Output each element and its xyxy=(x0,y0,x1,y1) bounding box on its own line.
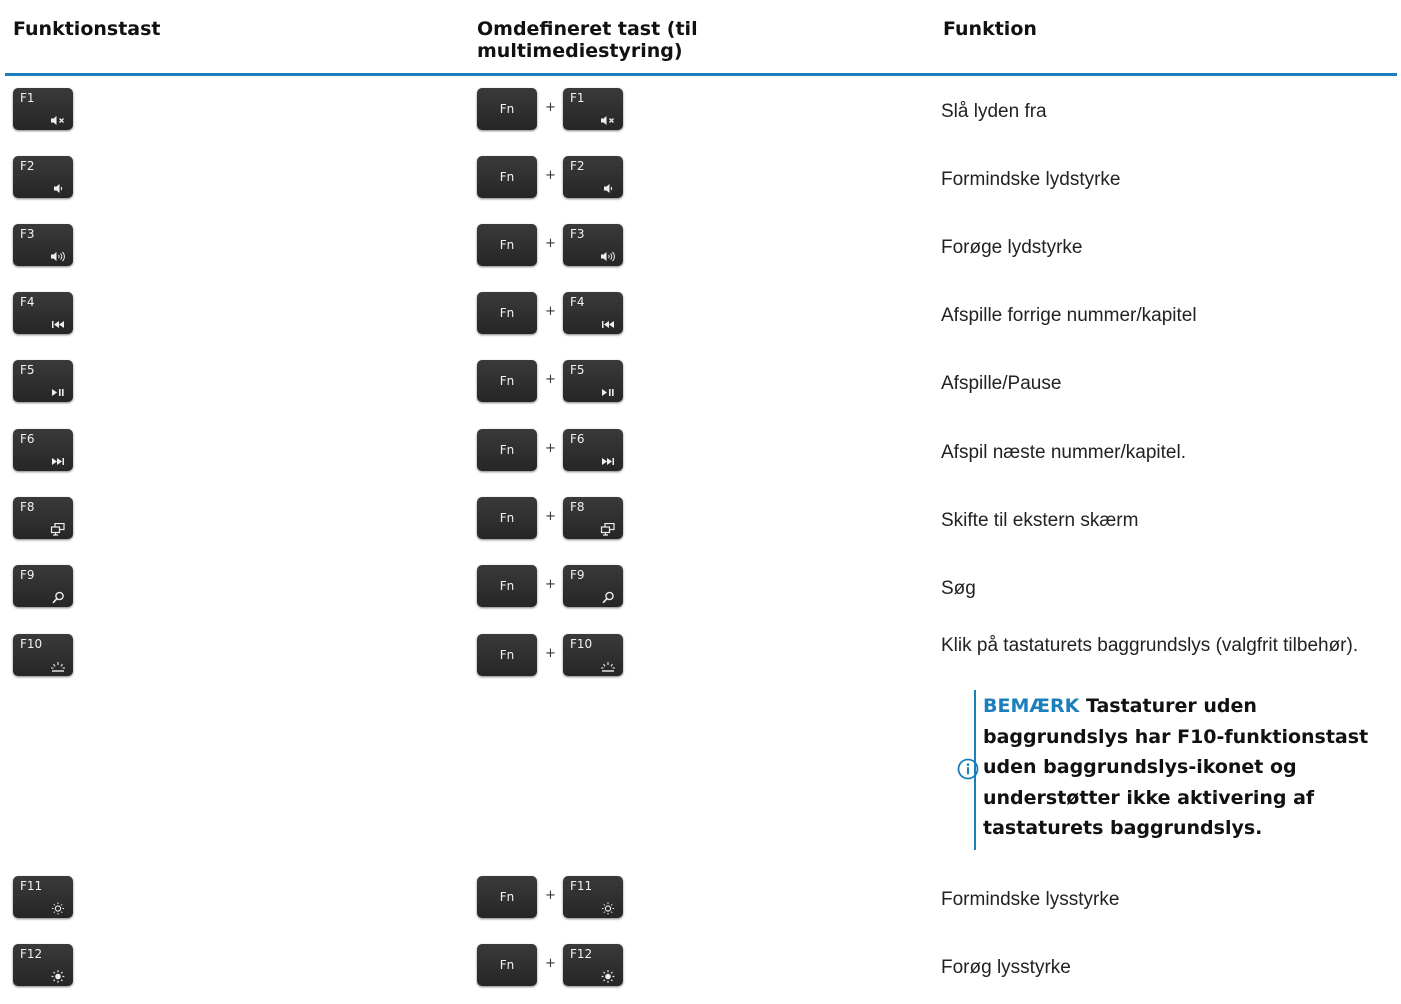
fn-key-label: Fn xyxy=(499,579,515,593)
f4-key xyxy=(13,292,73,334)
volume-up-icon xyxy=(600,248,616,261)
fn-key-label: Fn xyxy=(499,648,515,662)
plus-sign: + xyxy=(545,577,556,592)
header-funktionstast: Funktionstast xyxy=(13,18,161,40)
table-row xyxy=(0,565,1401,625)
fn-key xyxy=(477,429,537,471)
f1-key-combo xyxy=(563,88,623,130)
brightness-up-icon xyxy=(600,968,616,981)
table-row xyxy=(0,292,1401,352)
key-label: F1 xyxy=(570,91,585,105)
keyboard-backlight-icon xyxy=(50,658,66,671)
function-description: Forøge lydstyrke xyxy=(941,237,1083,258)
f10-key-combo xyxy=(563,634,623,676)
key-label: F8 xyxy=(570,500,585,514)
table-row xyxy=(0,360,1401,420)
volume-down-icon xyxy=(600,180,616,193)
f9-key xyxy=(13,565,73,607)
external-display-icon xyxy=(600,521,616,534)
function-description: Afspil næste nummer/kapitel. xyxy=(941,442,1186,463)
brightness-down-icon xyxy=(50,900,66,913)
f1-key xyxy=(13,88,73,130)
header-omdefineret-line2: multimediestyring) xyxy=(477,40,683,62)
fn-key xyxy=(477,224,537,266)
table-row xyxy=(0,944,1401,1004)
key-label: F1 xyxy=(20,91,35,105)
key-label: F8 xyxy=(20,500,35,514)
key-label: F5 xyxy=(20,363,35,377)
key-label: F9 xyxy=(570,568,585,582)
f6-key-combo xyxy=(563,429,623,471)
function-description: Slå lyden fra xyxy=(941,101,1047,122)
plus-sign: + xyxy=(545,441,556,456)
table-row xyxy=(0,88,1401,148)
key-label: F3 xyxy=(570,227,585,241)
search-icon xyxy=(50,589,66,602)
key-label: F12 xyxy=(570,947,593,961)
table-header xyxy=(0,0,1401,77)
f8-key-combo xyxy=(563,497,623,539)
fn-key-label: Fn xyxy=(499,511,515,525)
function-description: Afspille forrige nummer/kapitel xyxy=(941,305,1197,326)
key-label: F4 xyxy=(570,295,585,309)
note-text xyxy=(983,691,1401,844)
plus-sign: + xyxy=(545,304,556,319)
note-body: Tastaturer uden baggrundslys har F10-funktionstast uden baggrundslys-ikonet og understøtter ikke aktivering af tastaturets baggrundslys. xyxy=(983,695,1369,839)
table-row xyxy=(0,224,1401,284)
f2-key xyxy=(13,156,73,198)
plus-sign: + xyxy=(545,956,556,971)
previous-track-icon xyxy=(50,316,66,329)
search-icon xyxy=(600,589,616,602)
fn-key xyxy=(477,292,537,334)
mute-icon xyxy=(600,112,616,125)
play-pause-icon xyxy=(50,384,66,397)
f10-key xyxy=(13,634,73,676)
fn-key xyxy=(477,497,537,539)
f3-key-combo xyxy=(563,224,623,266)
f12-key xyxy=(13,944,73,986)
table-row xyxy=(0,876,1401,936)
f11-key xyxy=(13,876,73,918)
key-label: F10 xyxy=(20,637,43,651)
function-description: Klik på tastaturets baggrundslys (valgfrit tilbehør). xyxy=(941,635,1359,656)
f4-key-combo xyxy=(563,292,623,334)
fn-key xyxy=(477,360,537,402)
fn-key-label: Fn xyxy=(499,170,515,184)
fn-key-label: Fn xyxy=(499,238,515,252)
key-label: F6 xyxy=(20,432,35,446)
function-description: Forøg lysstyrke xyxy=(941,957,1071,978)
function-description: Afspille/Pause xyxy=(941,373,1062,394)
key-label: F2 xyxy=(20,159,35,173)
plus-sign: + xyxy=(545,646,556,661)
key-label: F2 xyxy=(570,159,585,173)
f8-key xyxy=(13,497,73,539)
external-display-icon xyxy=(50,521,66,534)
function-description: Formindske lysstyrke xyxy=(941,889,1120,910)
function-description: Formindske lydstyrke xyxy=(941,169,1121,190)
plus-sign: + xyxy=(545,372,556,387)
keyboard-backlight-icon xyxy=(600,658,616,671)
fn-key-label: Fn xyxy=(499,890,515,904)
note-label: BEMÆRK xyxy=(983,695,1080,717)
table-row xyxy=(0,634,1401,694)
f11-key-combo xyxy=(563,876,623,918)
volume-down-icon xyxy=(50,180,66,193)
brightness-up-icon xyxy=(50,968,66,981)
plus-sign: + xyxy=(545,509,556,524)
fn-key-label: Fn xyxy=(499,374,515,388)
key-label: F12 xyxy=(20,947,43,961)
volume-up-icon xyxy=(50,248,66,261)
f3-key xyxy=(13,224,73,266)
plus-sign: + xyxy=(545,168,556,183)
function-description: Søg xyxy=(941,578,976,599)
note-bar xyxy=(974,690,976,850)
fn-key-label: Fn xyxy=(499,958,515,972)
next-track-icon xyxy=(600,453,616,466)
table-row xyxy=(0,497,1401,557)
f5-key-combo xyxy=(563,360,623,402)
header-funktion: Funktion xyxy=(943,18,1037,40)
f2-key-combo xyxy=(563,156,623,198)
mute-icon xyxy=(50,112,66,125)
key-label: F11 xyxy=(20,879,43,893)
fn-key xyxy=(477,634,537,676)
play-pause-icon xyxy=(600,384,616,397)
header-divider xyxy=(5,73,1397,76)
plus-sign: + xyxy=(545,236,556,251)
table-row xyxy=(0,156,1401,216)
key-label: F10 xyxy=(570,637,593,651)
plus-sign: + xyxy=(545,100,556,115)
key-label: F3 xyxy=(20,227,35,241)
fn-key xyxy=(477,156,537,198)
table-row xyxy=(0,429,1401,489)
header-omdefineret-line1: Omdefineret tast (til xyxy=(477,18,698,40)
f9-key-combo xyxy=(563,565,623,607)
fn-key xyxy=(477,944,537,986)
f5-key xyxy=(13,360,73,402)
fn-key-label: Fn xyxy=(499,306,515,320)
next-track-icon xyxy=(50,453,66,466)
key-label: F9 xyxy=(20,568,35,582)
fn-key xyxy=(477,565,537,607)
f6-key xyxy=(13,429,73,471)
function-description: Skifte til ekstern skærm xyxy=(941,510,1139,531)
brightness-down-icon xyxy=(600,900,616,913)
fn-key xyxy=(477,88,537,130)
f12-key-combo xyxy=(563,944,623,986)
fn-key-label: Fn xyxy=(499,443,515,457)
key-label: F11 xyxy=(570,879,593,893)
key-label: F6 xyxy=(570,432,585,446)
header-omdefineret-tast xyxy=(477,18,698,62)
key-label: F4 xyxy=(20,295,35,309)
key-label: F5 xyxy=(570,363,585,377)
note-box xyxy=(957,688,1397,850)
previous-track-icon xyxy=(600,316,616,329)
fn-key-label: Fn xyxy=(499,102,515,116)
plus-sign: + xyxy=(545,888,556,903)
fn-key xyxy=(477,876,537,918)
